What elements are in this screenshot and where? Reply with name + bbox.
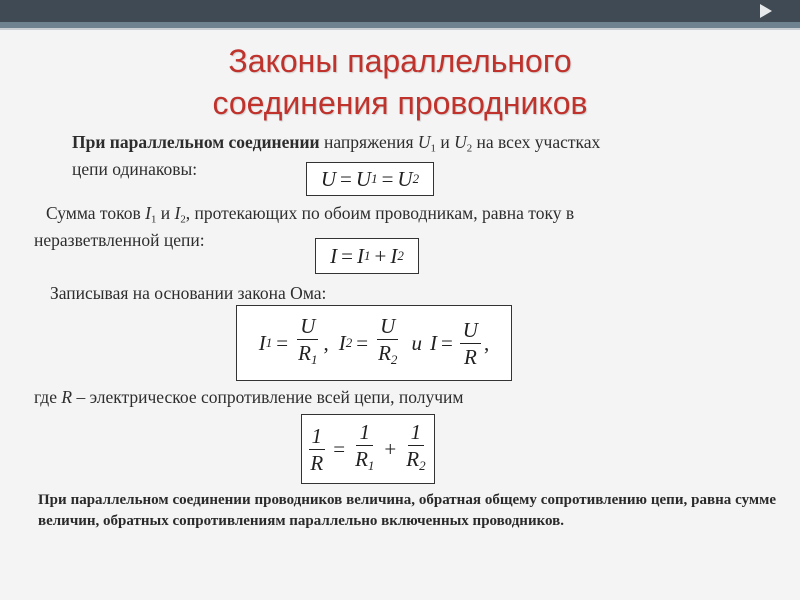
formula-symbol: U xyxy=(320,166,337,191)
paragraph-current xyxy=(46,202,574,230)
paragraph-text: на всех участках xyxy=(476,132,601,152)
formula-symbol: R xyxy=(378,341,391,366)
subscript: 1 xyxy=(310,351,318,367)
fraction-denominator xyxy=(295,340,320,372)
fraction-numerator: U xyxy=(297,314,318,340)
subscript: 2 xyxy=(180,213,186,226)
conjunction: и xyxy=(440,132,450,152)
triangle-decoration-icon xyxy=(760,4,772,18)
formula-separator: , xyxy=(323,330,329,355)
subscript: 1 xyxy=(265,335,273,350)
formula-ohm-law xyxy=(236,305,512,381)
formula-symbol: R xyxy=(406,447,420,472)
fraction-numerator: U xyxy=(460,318,481,344)
subscript: 2 xyxy=(466,142,473,155)
paragraph-voltage-bold: При параллельном соединении xyxy=(72,132,320,152)
formula-symbol: I xyxy=(356,243,364,268)
subscript: 2 xyxy=(419,457,426,473)
fraction xyxy=(352,420,377,478)
formula-operator: = xyxy=(340,166,352,191)
fraction-denominator: R xyxy=(463,344,477,369)
paragraph-text: – электрическое сопротивление всей цепи, получим xyxy=(76,387,464,407)
fraction-denominator xyxy=(352,446,377,478)
formula-symbol: I xyxy=(330,243,338,268)
formula-operator: = xyxy=(333,436,346,461)
formula-operator: = xyxy=(381,166,394,191)
paragraph-voltage-line2: цепи одинаковы: xyxy=(72,159,198,179)
fraction-numerator: U xyxy=(377,314,398,340)
formula-symbol: U xyxy=(355,166,372,191)
subscript: 1 xyxy=(367,457,375,473)
paragraph-voltage xyxy=(72,131,600,159)
fraction-denominator: R xyxy=(310,450,324,475)
fraction xyxy=(460,318,481,369)
formula-resistance xyxy=(301,414,435,484)
subscript: 2 xyxy=(397,248,404,263)
formula-conjunction: и xyxy=(411,330,422,355)
subscript: 1 xyxy=(363,248,371,263)
paragraph-text: , протекающих по обоим проводникам, равна току в xyxy=(185,203,575,223)
formula-operator: = xyxy=(356,330,369,355)
formula-symbol: R xyxy=(355,447,368,472)
paragraph-text: где xyxy=(34,387,57,407)
conclusion-paragraph: При параллельном соединении проводников величина, обратная общему сопротивлению цепи, равна сумме величин, обратных сопротивлениям параллельно включенных проводников. xyxy=(38,492,776,529)
subscript: 2 xyxy=(390,351,398,367)
fraction-denominator xyxy=(403,446,428,478)
paragraph-text: напряжения xyxy=(324,132,414,152)
formula-symbol: I xyxy=(429,330,437,355)
title-line-1: Законы параллельного xyxy=(228,43,572,79)
formula-operator: = xyxy=(341,243,353,268)
conjunction: и xyxy=(160,203,171,223)
subscript: 1 xyxy=(150,213,157,226)
fraction xyxy=(295,314,320,372)
formula-separator: , xyxy=(483,330,490,355)
title-line-2: соединения проводников xyxy=(212,85,588,121)
fraction xyxy=(375,314,400,372)
formula-symbol: I xyxy=(338,330,346,355)
formula-symbol: U xyxy=(397,166,413,191)
formula-symbol: R xyxy=(298,341,311,366)
variable: U xyxy=(417,132,431,152)
fraction-denominator xyxy=(375,340,400,372)
fraction xyxy=(403,420,428,478)
paragraph-ohm: Записывая на основании закона Ома: xyxy=(50,283,327,303)
slide-title xyxy=(0,40,800,124)
subscript: 1 xyxy=(371,171,378,186)
formula-symbol: I xyxy=(390,243,398,268)
fraction-numerator: 1 xyxy=(356,420,373,446)
paragraph-text: Сумма токов xyxy=(46,203,141,223)
variable: I xyxy=(145,203,151,223)
subscript: 2 xyxy=(345,335,353,350)
variable: U xyxy=(454,132,467,152)
formula-operator: = xyxy=(440,330,453,355)
variable: R xyxy=(61,387,73,407)
header-divider xyxy=(0,28,800,30)
fraction-numerator: 1 xyxy=(309,424,326,450)
fraction xyxy=(307,424,326,475)
formula-voltage xyxy=(306,162,434,196)
formula-operator: + xyxy=(374,243,387,268)
subscript: 2 xyxy=(412,171,420,186)
formula-operator: = xyxy=(276,330,289,355)
formula-symbol: I xyxy=(258,330,266,355)
subscript: 1 xyxy=(430,142,436,155)
paragraph-current-line2: неразветвленной цепи: xyxy=(34,230,205,250)
paragraph-resistance xyxy=(34,386,463,408)
formula-current xyxy=(315,238,419,274)
variable: I xyxy=(174,203,181,223)
header-bar xyxy=(0,0,800,22)
fraction-numerator: 1 xyxy=(408,420,425,446)
formula-operator: + xyxy=(384,436,397,461)
